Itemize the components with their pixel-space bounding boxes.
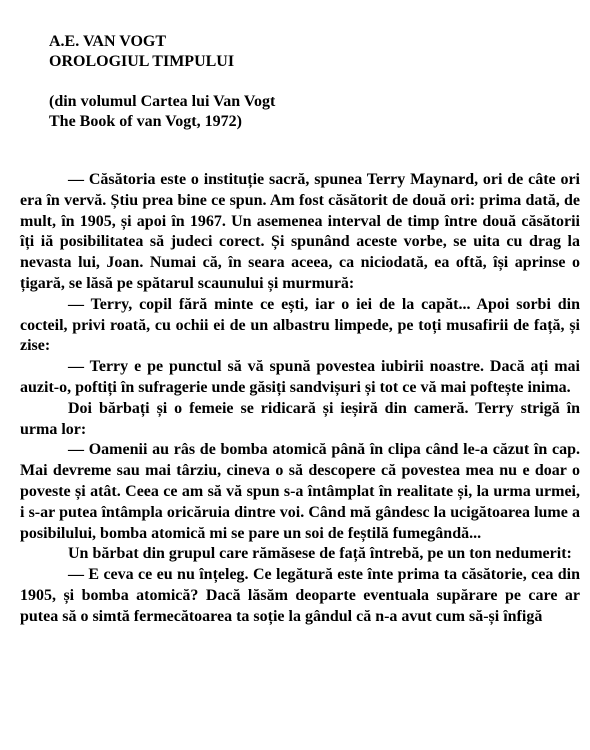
header-block xyxy=(49,32,234,72)
paragraph: — Oamenii au râs de bomba atomică până în clipa când le-a căzut în cap. Mai devreme sau mai târziu, cineva o să descopere că povestea mea nu e doar o poveste și atât. Ceea ce am să vă spun s-a întâmplat în realitate și, la urma urmei, i s-ar putea întâmpla oricăruia dintre voi. Când mă gândesc la ucigătoarea lume a posibilului, bomba atomică mi se pare un soi de feștilă fumegândă... xyxy=(20,441,580,542)
story-body xyxy=(20,170,580,628)
story-title: OROLOGIUL TIMPULUI xyxy=(49,53,235,70)
paragraph: Un bărbat din grupul care rămăsese de față întrebă, pe un ton nedumerit: xyxy=(68,545,572,563)
source-line-2: The Book of van Vogt, 1972) xyxy=(49,113,242,130)
paragraph: Doi bărbați și o femeie se ridicară și ieșiră din cameră. Terry strigă în urma lor: xyxy=(20,399,580,438)
paragraph: — Terry, copil fără minte ce ești, iar o iei de la capăt... Apoi sorbi din cocteil, privi roată, cu ochii ei de un albastru limpede, pe toți musafirii de față, și zise: xyxy=(20,295,580,355)
source-note xyxy=(49,92,275,132)
paragraph: — Căsătoria este o instituție sacră, spunea Terry Maynard, ori de câte ori era în vervă. Știu prea bine ce spun. Am fost căsătorit de două ori: prima dată, de mult, în 1905, și apoi în 1967. Un asemenea interval de timp între două căsătorii îți iă posibilitatea să judeci corect. Și spunând aceste vorbe, se uita cu drag la nevasta lui, Joan. Numai că, în seara aceea, ca niciodată, ea oftă, își aprinse o țigară, se lăsă pe spătarul scaunului și murmură: xyxy=(20,171,580,292)
paragraph: — Terry e pe punctul să vă spună povestea iubirii noastre. Dacă ați mai auzit-o, poftiți în sufragerie unde găsiți sandvișuri și tot ce vă mai poftește inima. xyxy=(20,358,580,396)
author-name: A.E. VAN VOGT xyxy=(49,33,167,50)
paragraph: — E ceva ce eu nu înțeleg. Ce legătură este înte prima ta căsătorie, cea din 1905, și bomba atomică? Dacă lăsăm deoparte eventuala supărare pe care ar putea să o simtă fermecătoarea ta soție la gândul că n-a avut cum să-și înfigă xyxy=(20,566,580,625)
source-line-1: (din volumul Cartea lui Van Vogt xyxy=(49,93,276,110)
